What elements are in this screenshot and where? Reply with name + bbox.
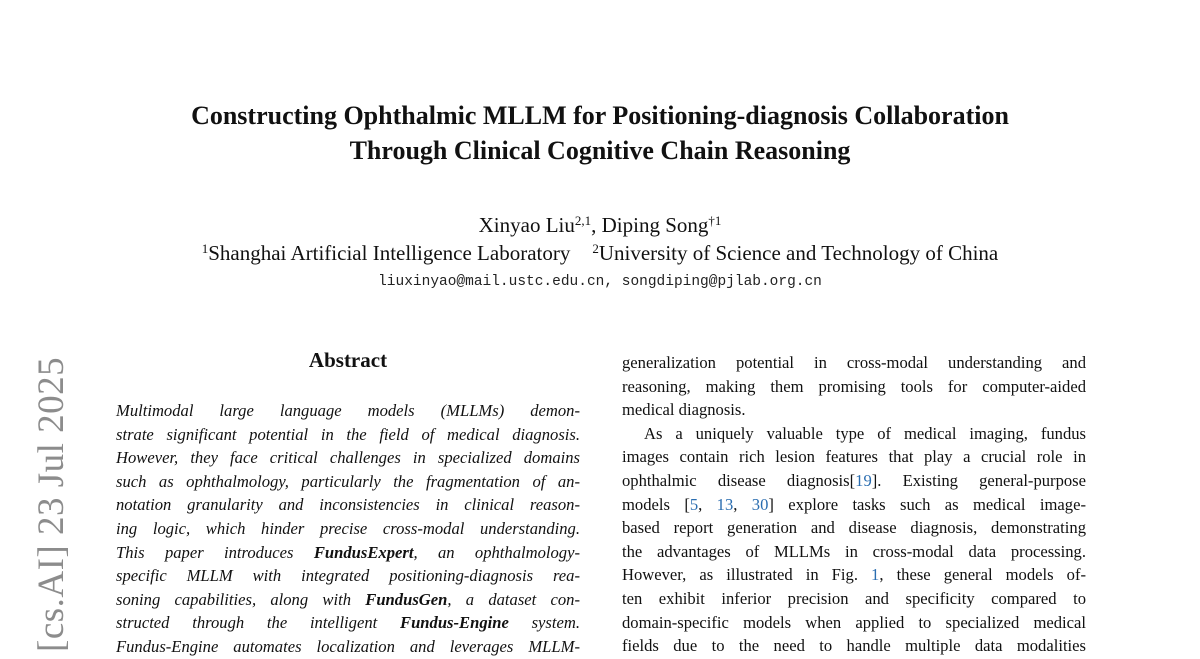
text-run: ] explore tasks such as medical image- xyxy=(768,494,1086,514)
text-run: medical diagnosis. xyxy=(622,400,746,420)
citation-link[interactable]: 5 xyxy=(689,494,699,514)
abstract-text-line xyxy=(116,399,580,423)
abstract-body xyxy=(116,399,580,659)
text-run: structed through the intelligent xyxy=(116,613,400,633)
intro-text-line xyxy=(622,445,1086,469)
affiliation-name: Shanghai Artificial Intelligence Laboratory xyxy=(208,241,571,265)
abstract-text-line xyxy=(116,470,580,494)
intro-text-line xyxy=(622,398,1086,422)
text-run: the advantages of MLLMs in cross-modal data processing. xyxy=(622,541,1086,561)
affiliation-mark: 1 xyxy=(201,241,209,256)
text-run: ten exhibit inferior precision and specificity compared to xyxy=(622,588,1086,608)
author-separator: , xyxy=(591,213,602,237)
abstract-text-line xyxy=(116,493,580,517)
text-run: , a dataset con- xyxy=(447,589,581,609)
author-name: Diping Song xyxy=(601,213,709,237)
text-run: domain-specific models when applied to specialized medical xyxy=(622,612,1086,632)
intro-text-line xyxy=(622,516,1086,540)
text-run: soning capabilities, along with xyxy=(116,589,366,609)
text-run: images contain rich lesion features that play a crucial role in xyxy=(622,447,1086,467)
text-run: , xyxy=(698,494,717,514)
affiliation-name: University of Science and Technology of China xyxy=(598,241,999,265)
text-run: notation granularity and inconsistencies in clinical reason- xyxy=(116,495,580,515)
intro-text-line xyxy=(622,351,1086,375)
abstract-text-line xyxy=(116,517,580,541)
affiliation-list xyxy=(100,240,1100,267)
bold-term: FundusExpert xyxy=(313,542,414,562)
abstract-text-line xyxy=(116,611,580,635)
author-name: Xinyao Liu xyxy=(478,213,575,237)
intro-text-line xyxy=(622,469,1086,493)
text-run: However, as illustrated in Fig. xyxy=(622,565,872,585)
text-run: strate significant potential in the field of medical diagnosis. xyxy=(116,424,580,444)
abstract-text-line xyxy=(116,446,580,470)
bold-term: Fundus-Engine xyxy=(400,613,509,633)
text-run: , these general models of- xyxy=(879,565,1086,585)
text-run: However, they face critical challenges in specialized domains xyxy=(116,448,580,468)
text-run: models [ xyxy=(622,494,690,514)
abstract-heading: Abstract xyxy=(308,348,388,372)
abstract-text-line xyxy=(116,588,580,612)
text-run: fields due to the need to handle multiple data modalities xyxy=(622,636,1086,656)
abstract-text-line xyxy=(116,635,580,659)
text-run: system. xyxy=(508,613,580,633)
intro-body xyxy=(622,351,1086,658)
abstract-text-line xyxy=(116,541,580,565)
arxiv-side-stamp: [cs.AI] 23 Jul 2025 xyxy=(31,356,72,652)
intro-text-line xyxy=(622,375,1086,399)
text-run: , an ophthalmology- xyxy=(413,542,580,562)
abstract-text-line xyxy=(116,423,580,447)
text-run: This paper introduces xyxy=(116,542,314,562)
text-run: , xyxy=(733,494,752,514)
intro-text-line xyxy=(622,611,1086,635)
text-run: specific MLLM with integrated positioning-diagnosis rea- xyxy=(116,566,580,586)
text-run: ophthalmic disease diagnosis[ xyxy=(622,470,856,490)
paper-title xyxy=(100,98,1100,168)
citation-link[interactable]: 13 xyxy=(716,494,734,514)
author-emails: liuxinyao@mail.ustc.edu.cn, songdiping@pjlab.org.cn xyxy=(378,274,822,290)
intro-text-line xyxy=(622,493,1086,517)
text-run: Fundus-Engine automates localization and leverages MLLM- xyxy=(116,636,580,656)
text-run: reasoning, making them promising tools for computer-aided xyxy=(622,376,1086,396)
intro-text-line xyxy=(622,422,1086,446)
intro-text-line xyxy=(622,634,1086,658)
author-affiliation-mark: †1 xyxy=(708,213,722,228)
author-affiliation-mark: 2,1 xyxy=(574,213,592,228)
text-run: ing logic, which hinder precise cross-modal understanding. xyxy=(116,518,580,538)
author-list xyxy=(100,212,1100,239)
bold-term: FundusGen xyxy=(365,589,448,609)
affiliation-mark: 2 xyxy=(592,241,599,256)
text-run: Multimodal large language models (MLLMs) demon- xyxy=(116,401,580,420)
intro-text-line xyxy=(622,563,1086,587)
abstract-text-line xyxy=(116,564,580,588)
intro-text-line xyxy=(622,587,1086,611)
paper-title-line-2: Through Clinical Cognitive Chain Reasoning xyxy=(349,136,851,165)
text-run: As a uniquely valuable type of medical imaging, fundus xyxy=(644,423,1086,443)
text-run: such as ophthalmology, particularly the fragmentation of an- xyxy=(116,471,580,491)
intro-text-line xyxy=(622,540,1086,564)
text-run: ]. Existing general-purpose xyxy=(871,470,1086,490)
citation-link[interactable]: 19 xyxy=(855,470,872,490)
text-run: generalization potential in cross-modal understanding and xyxy=(622,353,1086,372)
text-run: based report generation and disease diagnosis, demonstrating xyxy=(622,518,1086,538)
citation-link[interactable]: 1 xyxy=(871,565,880,585)
citation-link[interactable]: 30 xyxy=(751,494,769,514)
paper-title-line-1: Constructing Ophthalmic MLLM for Positioning-diagnosis Collaboration xyxy=(191,101,1009,130)
